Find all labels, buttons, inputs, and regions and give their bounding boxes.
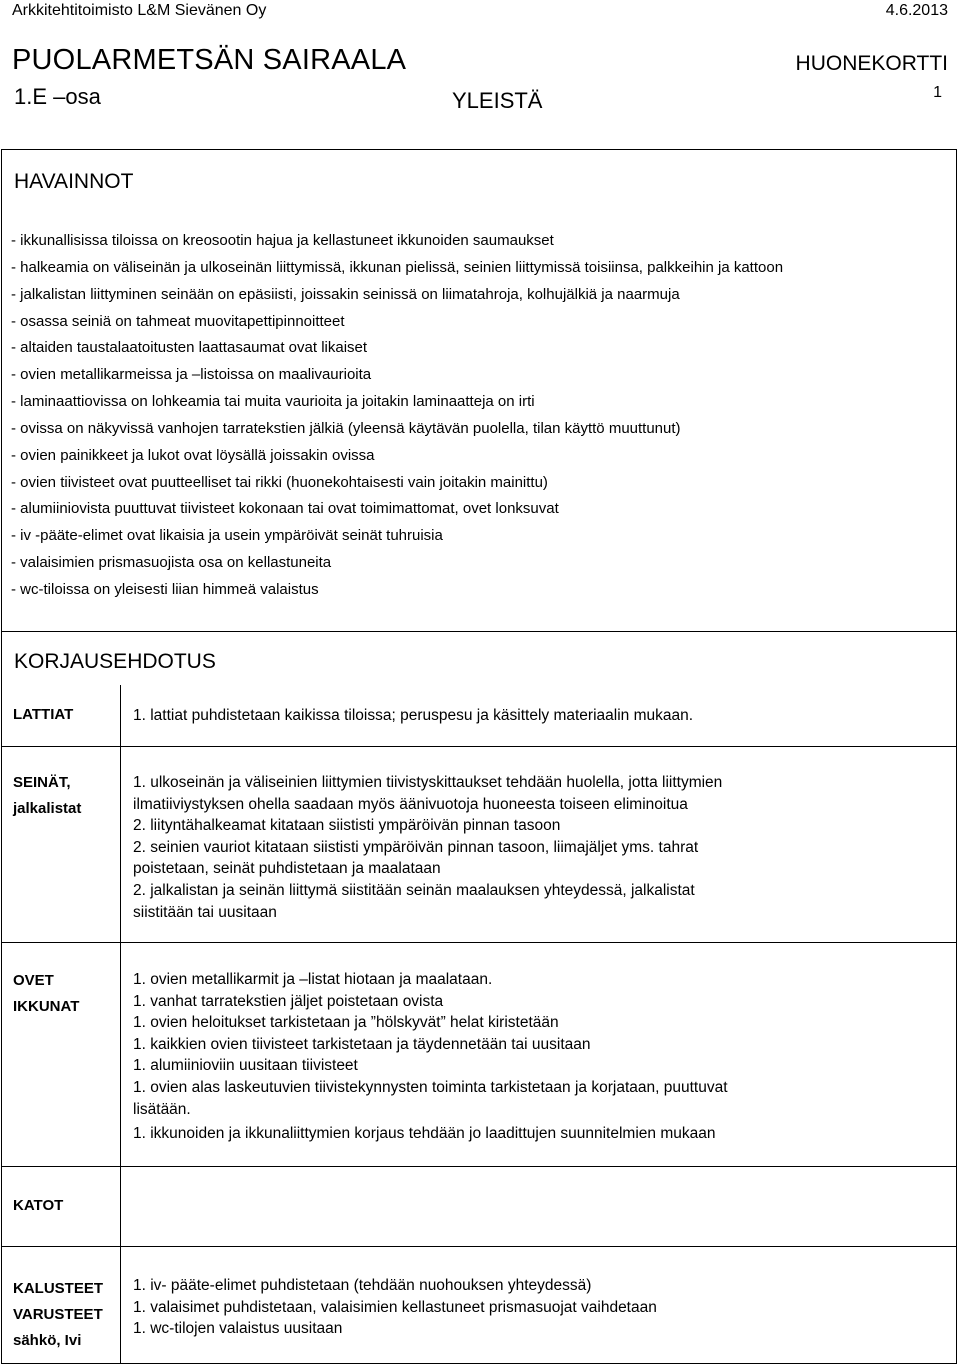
category-title: YLEISTÄ [452,88,543,113]
proposal-line: 1. alumiinioviin uusitaan tiivisteet [133,1057,358,1075]
divider-ceilings [1,1246,957,1247]
label-column-divider [120,685,121,1364]
list-item: - valaisimien prismasuojista osa on kellastuneita [11,554,332,572]
divider-observations [1,631,957,632]
row-text-furniture [133,1275,933,1340]
proposal-line: poistetaan, seinät puhdistetaan ja maalataan [133,860,441,878]
list-item: - laminaattiovissa on lohkeamia tai muita vaurioita ja joitakin laminaatteja on irti [11,393,535,411]
list-item: - halkeamia on väliseinän ja ulkoseinän liittymissä, ikkunan pielissä, seinien liittymissä toisiinsa, palkkeihin ja kattoon [11,258,784,276]
row-label-doors-windows [13,968,79,1020]
row-text-floors [133,705,933,727]
proposal-line: 1. wc-tilojen valaistus uusitaan [133,1320,343,1338]
proposal-line: 1. vanhat tarratekstien jäljet poistetaan ovista [133,992,444,1010]
row-text-walls [133,772,933,923]
proposal-line: 2. liityntähalkeamat kitataan siististi ympäröivän pinnan tasoon [133,817,561,835]
row-label-line: OVET [13,972,54,989]
document-date: 4.6.2013 [885,2,948,19]
list-item: - ovien tiivisteet ovat puutteelliset tai rikki (huonekohtaisesti vain joitakin mainittu) [11,473,548,491]
list-item: - ovien painikkeet ja lukot ovat löysällä joissakin ovissa [11,446,375,464]
list-item: - altaiden taustalaatoitusten laattasaumat ovat likaiset [11,339,368,357]
proposal-line: 1. ovien heloitukset tarkistetaan ja ”hölskyvät” helat kiristetään [133,1014,559,1032]
row-label-line: KATOT [13,1197,64,1214]
divider-doors [1,1166,957,1167]
proposal-line: 1. ovien metallikarmit ja –listat hiotaan ja maalataan. [133,971,493,988]
list-item: - ikkunallisissa tiloissa on kreosootin hajua ja kellastuneet ikkunoiden saumaukset [11,232,554,249]
divider-walls [1,942,957,943]
row-label-line: KALUSTEET [13,1280,103,1297]
list-item: - ovien metallikarmeissa ja –listoissa on maalivaurioita [11,366,372,384]
list-item: - osassa seiniä on tahmeat muovitapettipinnoitteet [11,312,345,330]
proposal-line: 2. seinien vauriot kitataan siististi ympäröivän pinnan tasoon, liimajäljet yms. tahrat [133,838,699,856]
proposal-line: 2. jalkalistan ja seinän liittymä siistitään seinän maalauksen yhteydessä, jalkalistat [133,881,695,899]
proposal-line: 1. lattiat puhdistetaan kaikissa tiloissa; peruspesu ja käsittely materiaalin mukaan. [133,707,694,724]
list-item: - jalkalistan liittyminen seinään on epäsiisti, joissakin seinissä on liimatahroja, kolhujälkiä ja naarmuja [11,285,680,303]
list-item: - wc-tiloissa on yleisesti liian himmeä valaistus [11,580,319,598]
project-title: PUOLARMETSÄN SAIRAALA [12,44,407,76]
proposal-line: 1. iv- pääte-elimet puhdistetaan (tehdään nuohouksen yhteydessä) [133,1277,592,1294]
list-item: - ovissa on näkyvissä vanhojen tarratekstien jälkiä (yleensä käytävän puolella, tilan käyttö muuttunut) [11,419,681,437]
list-item: - alumiiniovista puuttuvat tiivisteet kokonaan tai ovat toimimattomat, ovet lonksuvat [11,500,559,518]
row-label-floors [13,702,73,728]
row-label-line: VARUSTEET [13,1306,103,1323]
proposal-line: lisätään. [133,1100,191,1118]
list-item: - iv -pääte-elimet ovat likaisia ja usein ympäröivät seinät tuhruisia [11,527,443,545]
row-label-line: LATTIAT [13,706,74,723]
proposal-line: siistitään tai uusitaan [133,903,277,921]
observations-heading: HAVAINNOT [14,170,134,193]
card-type: HUONEKORTTI [795,52,948,75]
proposal-line: 1. ulkoseinän ja väliseinien liittymien tiivistyskittaukset tehdään huolella, jotta liittymien [133,774,723,791]
row-label-line: SEINÄT, [13,774,71,791]
page-number: 1 [933,84,942,101]
row-label-line: sähkö, Ivi [13,1332,82,1349]
proposal-line: ilmatiiviystyksen ohella saadaan myös äänivuotoja huoneesta toiseen eliminoitua [133,795,688,813]
row-label-ceilings [13,1193,63,1219]
company-name: Arkkitehtitoimisto L&M Sievänen Oy [12,2,267,19]
observations-list [11,228,783,604]
row-label-line: jalkalistat [13,800,82,817]
row-text-doors-windows [133,969,933,1145]
proposal-line: 1. ikkunoiden ja ikkunaliittymien korjaus tehdään jo laadittujen suunnitelmien mukaan [133,1125,716,1143]
proposal-line: 1. valaisimet puhdistetaan, valaisimien kellastuneet prismasuojat vaihdetaan [133,1298,657,1316]
proposal-line: 1. ovien alas laskeutuvien tiivistekynnysten toiminta tarkistetaan ja korjataan, puuttuvat [133,1078,728,1096]
proposal-line: 1. kaikkien ovien tiivisteet tarkistetaan ja täydennetään tai uusitaan [133,1035,591,1053]
row-label-walls [13,770,81,822]
section-label: 1.E –osa [14,84,101,109]
row-label-furniture [13,1276,103,1354]
proposals-heading: KORJAUSEHDOTUS [14,650,216,673]
row-label-line: IKKUNAT [13,998,80,1015]
divider-floors [1,746,957,747]
